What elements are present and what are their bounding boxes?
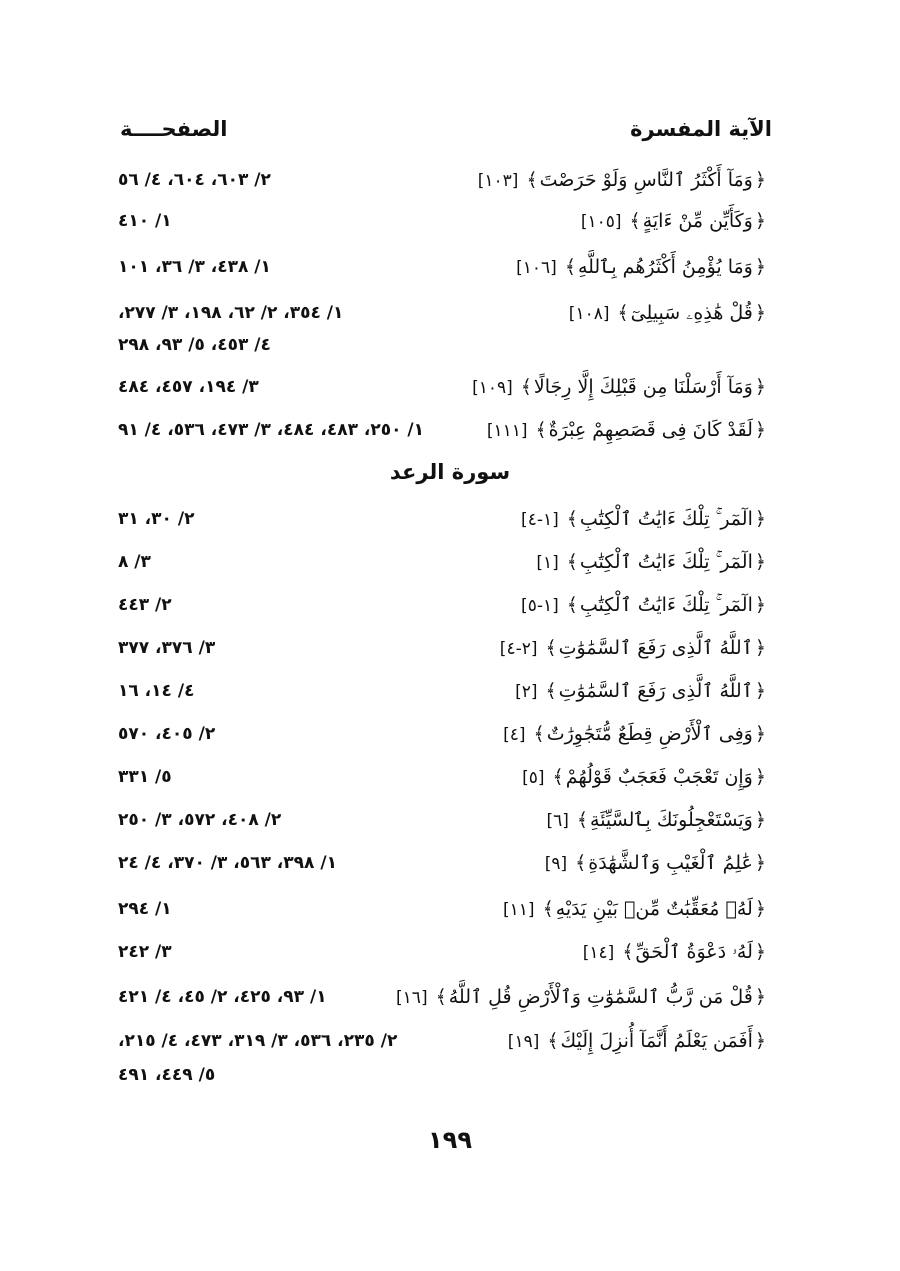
verse-text: وَمَآ أَكْثَرُ ٱلنَّاسِ وَلَوْ حَرَصْتَ (539, 169, 753, 191)
open-bracket: ﴿ (754, 898, 766, 920)
verse-citation (478, 163, 768, 198)
index-row (0, 250, 900, 290)
index-row (0, 545, 900, 585)
close-bracket: ﴾ (566, 551, 578, 573)
page-references: ٢/ ٣٠، ٣١ (118, 509, 195, 529)
verse-text: وَمَآ أَرْسَلْنَا مِن قَبْلِكَ إِلَّا رِجَالًا (533, 376, 753, 398)
verse-citation (545, 846, 768, 881)
verse-citation (508, 1024, 768, 1059)
verse-citation (569, 296, 768, 331)
index-row (0, 588, 900, 628)
index-row (0, 502, 900, 542)
verse-citation (503, 892, 768, 927)
page-references: ٣/ ٨ (118, 552, 151, 572)
page-references: ٢/ ٢٣٥، ٥٣٦، ٣/ ٣١٩، ٤٧٣، ٤/ ٢١٥، (118, 1031, 398, 1051)
verse-text: أَفَمَن يَعْلَمُ أَنَّمَآ أُنزِلَ إِلَيْكَ (560, 1030, 753, 1052)
index-row (0, 674, 900, 714)
page-references: ٥/ ٣٣١ (118, 767, 172, 787)
page-references: ٢/ ٤٤٣ (118, 595, 172, 615)
verse-citation (546, 803, 768, 838)
close-bracket: ﴾ (526, 169, 538, 191)
open-bracket: ﴿ (754, 210, 766, 232)
verse-number: [١٩] (507, 1032, 540, 1052)
verse-text: الٓمٓر ۚ تِلْكَ ءَايَٰتُ ٱلْكِتَٰبِ (579, 551, 753, 573)
verse-number: [١] (536, 553, 559, 573)
open-bracket: ﴿ (754, 986, 766, 1008)
page-number: ١٩٩ (428, 1126, 472, 1154)
surah-title: سورة الرعد (389, 460, 511, 484)
index-row (0, 980, 900, 1020)
verse-number: [١٠٩] (472, 378, 513, 398)
page-references: ٣/ ١٩٤، ٤٥٧، ٤٨٤ (118, 377, 259, 397)
open-bracket: ﴿ (754, 941, 766, 963)
verse-number: [٢] (515, 682, 538, 702)
page-references-continued: ٤/ ٤٥٣، ٥/ ٩٣، ٢٩٨ (118, 335, 271, 355)
index-row (0, 163, 900, 203)
verse-number: [٩] (544, 854, 568, 874)
verse-citation (500, 631, 768, 666)
verse-citation (536, 545, 768, 580)
verse-citation (472, 370, 768, 405)
verse-number: [٥] (522, 768, 545, 788)
open-bracket: ﴿ (754, 852, 766, 874)
close-bracket: ﴾ (622, 941, 634, 963)
verse-number: [١١] (503, 900, 535, 920)
page-references: ٢/ ٦٠٣، ٦٠٤، ٤/ ٥٦ (118, 170, 271, 190)
page-references: ١/ ٤١٠ (118, 211, 172, 231)
verse-number: [١-٥] (521, 596, 559, 616)
close-bracket: ﴾ (566, 508, 578, 530)
index-row (0, 935, 900, 975)
index-row (0, 296, 900, 366)
open-bracket: ﴿ (754, 551, 766, 573)
open-bracket: ﴿ (754, 302, 766, 324)
page-references: ١/ ٢٥٠، ٤٨٣، ٤٨٤، ٣/ ٤٧٣، ٥٣٦، ٤/ ٩١ (118, 420, 425, 440)
page-references: ١/ ٢٩٤ (118, 899, 172, 919)
index-row (0, 846, 900, 886)
page-references: ١/ ٣٩٨، ٥٦٣، ٣/ ٣٧٠، ٤/ ٢٤ (118, 853, 337, 873)
open-bracket: ﴿ (754, 637, 766, 659)
verse-text: لَقَدْ كَانَ فِى قَصَصِهِمْ عِبْرَةٌ (548, 419, 753, 441)
close-bracket: ﴾ (576, 809, 589, 831)
page-references: ١/ ٣٥٤، ٢/ ٦٢، ١٩٨، ٣/ ٢٧٧، (118, 303, 344, 323)
page-references-continued: ٥/ ٤٤٩، ٤٩١ (118, 1065, 216, 1085)
verse-text: عَٰلِمُ ٱلْغَيْبِ وَٱلشَّهَٰدَةِ (588, 852, 753, 874)
open-bracket: ﴿ (754, 169, 766, 191)
open-bracket: ﴿ (754, 376, 766, 398)
verse-number: [٦] (546, 811, 569, 831)
close-bracket: ﴾ (547, 1030, 559, 1052)
verse-text: وَمَا يُؤْمِنُ أَكْثَرُهُم بِٱللَّهِ (577, 256, 753, 278)
close-bracket: ﴾ (542, 898, 554, 920)
verse-citation (521, 502, 768, 537)
index-row (0, 803, 900, 843)
verse-text: قُلْ مَن رَّبُّ ٱلسَّمَٰوَٰتِ وَٱلْأَرْضِ قُلِ ٱللَّهُ (448, 986, 753, 1008)
close-bracket: ﴾ (545, 637, 557, 659)
verse-citation (521, 588, 768, 623)
index-row (0, 631, 900, 671)
verse-text: لَهُۥ دَعْوَةُ ٱلْحَقِّ (635, 941, 753, 963)
close-bracket: ﴾ (535, 419, 547, 441)
close-bracket: ﴾ (520, 376, 532, 398)
verse-text: وَكَأَيِّن مِّنْ ءَايَةٍ (642, 210, 753, 232)
close-bracket: ﴾ (564, 256, 576, 278)
close-bracket: ﴾ (575, 852, 587, 874)
verse-number: [١٦] (396, 988, 428, 1008)
index-row (0, 370, 900, 410)
verse-text: وَفِى ٱلْأَرْضِ قِطَعٌ مُّتَجَٰوِرَٰتٌ (546, 723, 753, 745)
verse-citation (581, 204, 768, 239)
verse-number: [١١١] (486, 421, 528, 441)
verse-citation (503, 717, 768, 752)
index-row (0, 413, 900, 453)
open-bracket: ﴿ (754, 419, 766, 441)
open-bracket: ﴿ (754, 1030, 766, 1052)
close-bracket: ﴾ (552, 766, 564, 788)
verse-text: الٓمٓر ۚ تِلْكَ ءَايَٰتُ ٱلْكِتَٰبِ (579, 594, 753, 616)
verse-citation (522, 760, 768, 795)
close-bracket: ﴾ (629, 210, 641, 232)
verse-number: [١٠٨] (568, 304, 610, 324)
index-row (0, 204, 900, 244)
close-bracket: ﴾ (617, 302, 629, 324)
verse-number: [١٤] (582, 943, 615, 963)
verse-text: وَيَسْتَعْجِلُونَكَ بِٱلسَّيِّئَةِ (590, 809, 753, 831)
page-references: ٣/ ٢٤٢ (118, 942, 172, 962)
verse-number: [١٠٥] (580, 212, 622, 232)
verse-citation (516, 250, 768, 285)
verse-citation (515, 674, 768, 709)
close-bracket: ﴾ (533, 723, 545, 745)
index-row (0, 892, 900, 932)
open-bracket: ﴿ (754, 680, 766, 702)
page-references: ٢/ ٤٠٥، ٥٧٠ (118, 724, 216, 744)
page-references: ٢/ ٤٠٨، ٥٧٢، ٣/ ٢٥٠ (118, 810, 282, 830)
page-references: ١/ ٩٣، ٤٢٥، ٢/ ٤٥، ٤/ ٤٢١ (118, 987, 327, 1007)
verse-text: ٱللَّهُ ٱلَّذِى رَفَعَ ٱلسَّمَٰوَٰتِ (558, 680, 753, 702)
open-bracket: ﴿ (754, 766, 766, 788)
open-bracket: ﴿ (754, 809, 766, 831)
open-bracket: ﴿ (754, 594, 766, 616)
verse-citation (583, 935, 768, 970)
verse-citation (396, 980, 768, 1015)
close-bracket: ﴾ (435, 986, 447, 1008)
close-bracket: ﴾ (566, 594, 578, 616)
page-column-header: الصفحــــة (120, 117, 228, 141)
verse-text: لَهُۥ مُعَقِّبَٰتٌ مِّنۢ بَيْنِ يَدَيْهِ (555, 898, 753, 920)
close-bracket: ﴾ (545, 680, 557, 702)
page-references: ٣/ ٣٧٦، ٣٧٧ (118, 638, 216, 658)
index-row (0, 1024, 900, 1094)
verse-number: [٤] (503, 725, 526, 745)
page-references: ٤/ ١٤، ١٦ (118, 681, 195, 701)
open-bracket: ﴿ (754, 256, 766, 278)
index-row (0, 760, 900, 800)
verse-number: [١٠٦] (516, 258, 557, 278)
open-bracket: ﴿ (754, 723, 766, 745)
verse-column-header: الآية المفسرة (630, 117, 772, 141)
verse-number: [١٠٣] (477, 171, 519, 191)
index-row (0, 717, 900, 757)
verse-text: الٓمٓر ۚ تِلْكَ ءَايَٰتُ ٱلْكِتَٰبِ (579, 508, 753, 530)
verse-citation (487, 413, 768, 448)
verse-text: وَإِن تَعْجَبْ فَعَجَبٌ قَوْلُهُمْ (565, 766, 753, 788)
verse-text: قُلْ هَٰذِهِۦ سَبِيلِىٓ (630, 302, 753, 324)
page-references: ١/ ٤٣٨، ٣/ ٣٦، ١٠١ (118, 257, 271, 277)
verse-text: ٱللَّهُ ٱلَّذِى رَفَعَ ٱلسَّمَٰوَٰتِ (558, 637, 753, 659)
open-bracket: ﴿ (754, 508, 766, 530)
verse-number: [٢-٤] (499, 639, 538, 659)
verse-number: [١-٤] (521, 510, 559, 530)
